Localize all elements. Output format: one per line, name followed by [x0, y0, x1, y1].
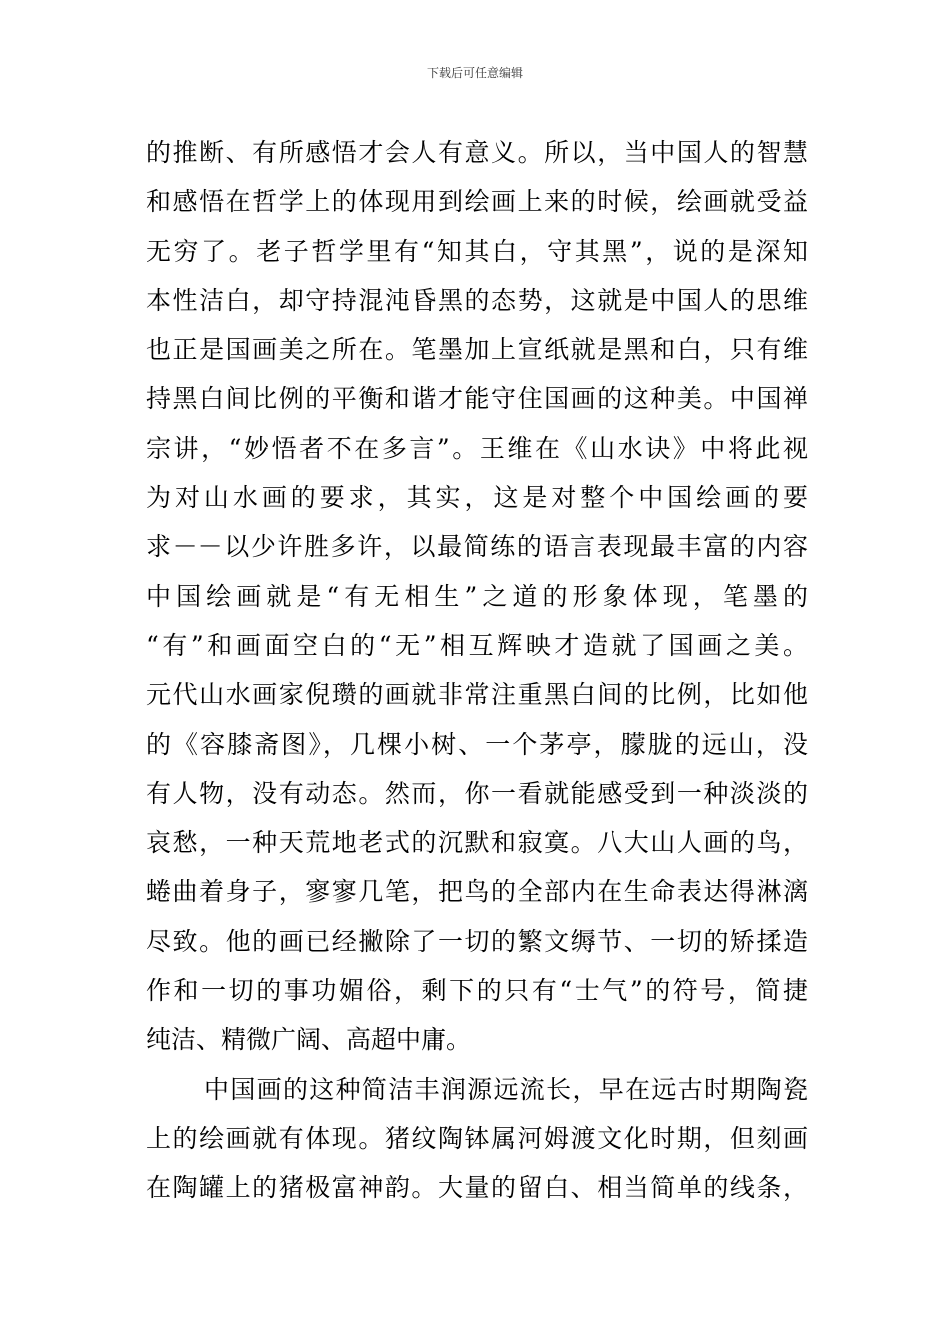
text-line: 的推断、有所感悟才会人有意义。所以，当中国人的智慧 [146, 138, 808, 167]
text-line: 上的绘画就有体现。猪纹陶钵属河姆渡文化时期，但刻画 [146, 1123, 808, 1153]
text-line: 尽致。他的画已经撇除了一切的繁文缛节、一切的矫揉造 [146, 926, 808, 956]
text-line: 的《容膝斋图》，几棵小树、一个茅亭，朦胧的远山，没 [146, 729, 808, 759]
text-line: 求－－以少许胜多许，以最简练的语言表现最丰富的内容 [146, 532, 808, 562]
text-line: 也正是国画美之所在。笔墨加上宣纸就是黑和白，只有维 [146, 335, 808, 365]
text-line: 宗讲，“妙悟者不在多言”。王维在《山水诀》中将此视 [146, 433, 808, 463]
paragraph-1 [146, 128, 808, 1065]
text-line: 为对山水画的要求，其实，这是对整个中国绘画的要 [146, 483, 808, 513]
text-line: 纯洁、精微广阔、高超中庸。 [146, 1025, 472, 1055]
text-line: “有”和画面空白的“无”相互辉映才造就了国画之美。 [146, 630, 808, 660]
text-line: 中国画的这种简洁丰润源远流长，早在远古时期陶瓷 [204, 1074, 808, 1104]
text-line: 作和一切的事功媚俗，剩下的只有“士气”的符号，简捷 [146, 976, 808, 1006]
text-line: 无穷了。老子哲学里有“知其白，守其黑”，说的是深知 [146, 236, 808, 266]
paragraph-2 [146, 1065, 808, 1213]
text-line: 元代山水画家倪瓒的画就非常注重黑白间的比例，比如他 [146, 680, 808, 710]
text-line: 本性洁白，却守持混沌昏黑的态势，这就是中国人的思维 [146, 285, 808, 315]
text-line: 持黑白间比例的平衡和谐才能守住国画的这种美。中国禅 [146, 384, 808, 414]
text-line: 蜷曲着身子，寥寥几笔，把鸟的全部内在生命表达得淋漓 [146, 877, 808, 907]
body-text [146, 128, 808, 1213]
text-line: 有人物，没有动态。然而，你一看就能感受到一种淡淡的 [146, 778, 808, 808]
text-line: 在陶罐上的猪极富神韵。大量的留白、相当简单的线条， [146, 1173, 808, 1203]
text-line: 中国绘画就是“有无相生”之道的形象体现，笔墨的 [146, 581, 808, 611]
text-line: 和感悟在哲学上的体现用到绘画上来的时候，绘画就受益 [146, 187, 808, 217]
text-line: 哀愁，一种天荒地老式的沉默和寂寞。八大山人画的鸟， [146, 828, 808, 858]
page-header: 下载后可任意编辑 [426, 66, 523, 80]
